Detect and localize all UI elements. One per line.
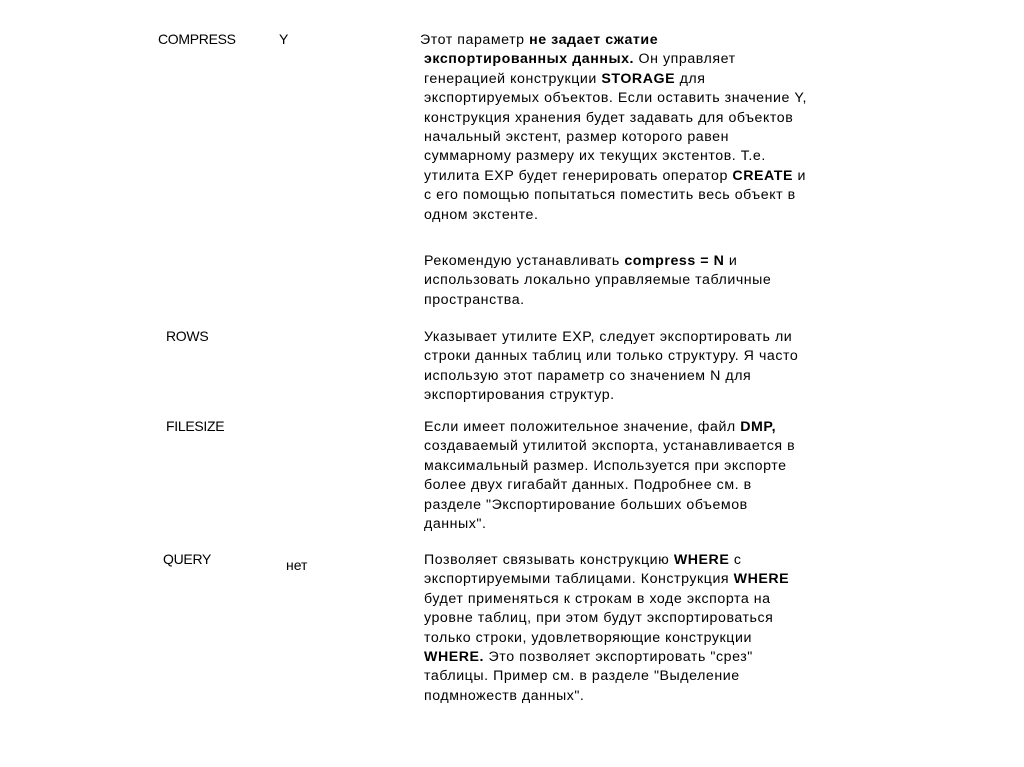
desc-line: [424, 551, 904, 570]
text-run: Этот параметр: [420, 32, 530, 48]
bold-term: compress = N: [624, 253, 725, 269]
param-desc-filesize: [424, 418, 904, 534]
desc-line: [424, 496, 904, 515]
text-run: начальный экстент, размер которого равен: [424, 129, 729, 146]
param-name-query: QUERY: [163, 551, 212, 567]
param-desc-compress: [420, 31, 904, 225]
text-run: будет применяться к строкам в ходе экспорта на: [424, 590, 771, 607]
text-run: для: [675, 70, 706, 87]
desc-line: [424, 457, 904, 476]
bold-term: не задает сжатие: [529, 32, 659, 48]
bold-term: WHERE.: [424, 649, 485, 666]
text-run: Он управляет: [634, 51, 736, 68]
text-run: Позволяет связывать конструкцию: [424, 552, 674, 568]
text-run: только строки, удовлетворяющие конструкции: [424, 629, 752, 646]
desc-line: [424, 386, 904, 405]
bold-term: экспортированных данных.: [424, 51, 635, 68]
desc-line: [424, 347, 904, 366]
text-run: одном экстенте.: [424, 206, 539, 223]
text-run: конструкция хранения будет задавать для объектов: [424, 109, 794, 126]
text-run: пространства.: [424, 291, 525, 308]
desc-line: [424, 186, 904, 205]
text-run: Если имеет положительное значение, файл: [424, 419, 741, 435]
text-run: с его помощью попытаться поместить весь объект в: [424, 187, 796, 204]
param-note-compress: [424, 252, 904, 310]
desc-line: [424, 206, 904, 225]
text-run: экспортируемых объектов. Если оставить значение Y,: [424, 90, 808, 107]
desc-line: [424, 50, 904, 69]
text-run: утилита EXP будет генерировать оператор: [424, 167, 733, 184]
text-run: максимальный размер. Используется при экспорте: [424, 457, 787, 474]
desc-line: [424, 252, 904, 271]
bold-term: CREATE: [732, 167, 793, 184]
text-run: разделе "Экспортирование больших объемов: [424, 496, 748, 513]
desc-line: [424, 89, 904, 108]
desc-line: [424, 476, 904, 495]
desc-line: [424, 437, 904, 456]
desc-line: [424, 109, 904, 128]
desc-line: [424, 590, 904, 609]
desc-line: [420, 31, 904, 50]
desc-line: [424, 70, 904, 89]
text-run: с: [729, 552, 742, 568]
desc-line: [424, 328, 904, 347]
text-run: таблицы. Пример см. в разделе "Выделение: [424, 668, 740, 685]
text-run: Указывает утилите EXP, следует экспортировать ли: [424, 329, 793, 345]
desc-line: [424, 648, 904, 667]
desc-line: [424, 687, 904, 706]
bold-term: STORAGE: [601, 70, 676, 87]
desc-line: [424, 128, 904, 147]
text-run: подмножеств данных".: [424, 687, 585, 704]
desc-line: [424, 147, 904, 166]
text-run: строки данных таблиц или только структуру. Я часто: [424, 348, 799, 365]
desc-line: [424, 667, 904, 686]
param-default-query: нет: [286, 557, 308, 573]
desc-line: [424, 629, 904, 648]
param-name-compress: COMPRESS: [158, 31, 236, 47]
text-run: экспортируемыми таблицами. Конструкция: [424, 571, 734, 588]
text-run: экспортирования структур.: [424, 387, 615, 404]
text-run: Рекомендую устанавливать: [424, 253, 625, 269]
desc-line: [424, 271, 904, 290]
bold-term: DMP,: [740, 419, 777, 435]
param-default-compress: Y: [279, 31, 289, 47]
bold-term: WHERE: [673, 552, 730, 568]
text-run: данных".: [424, 516, 487, 533]
text-run: создаваемый утилитой экспорта, устанавливается в: [424, 438, 796, 455]
text-run: и: [724, 253, 738, 269]
desc-line: [424, 367, 904, 386]
text-run: использовать локально управляемые табличные: [424, 272, 772, 289]
text-run: генерацией конструкции: [424, 70, 602, 87]
text-run: суммарному размеру их текущих экстентов. Т.е.: [424, 148, 766, 165]
desc-line: [424, 167, 904, 186]
desc-line: [424, 418, 904, 437]
param-name-filesize: FILESIZE: [166, 418, 225, 434]
bold-term: WHERE: [733, 571, 790, 588]
param-name-rows: ROWS: [166, 328, 209, 344]
desc-line: [424, 515, 904, 534]
param-desc-query: [424, 551, 904, 706]
desc-line: [424, 570, 904, 589]
desc-line: [424, 291, 904, 310]
text-run: более двух гигабайт данных. Подробнее см. в: [424, 477, 752, 494]
text-run: Это позволяет экспортировать "срез": [484, 649, 753, 666]
param-desc-rows: [424, 328, 904, 406]
desc-line: [424, 609, 904, 628]
text-run: уровне таблиц, при этом будут экспортироваться: [424, 610, 774, 627]
text-run: и: [792, 167, 806, 184]
text-run: использую этот параметр со значением N для: [424, 367, 752, 384]
